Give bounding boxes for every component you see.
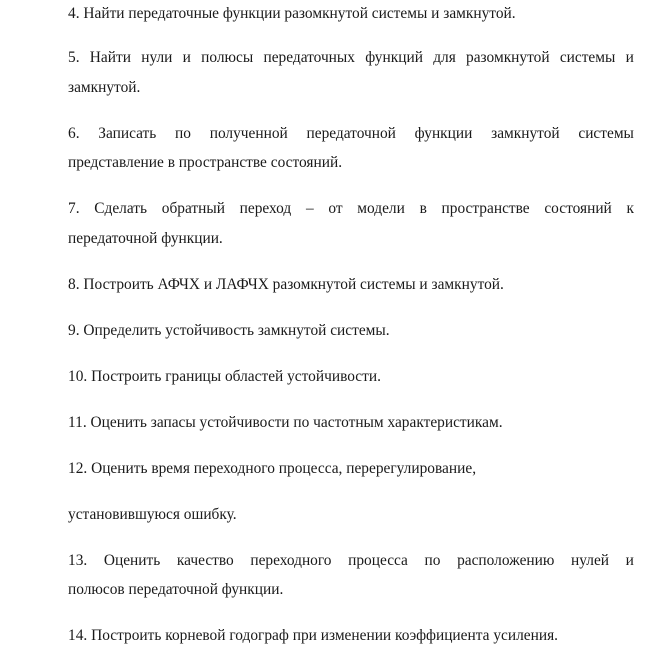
item-11-line-1: 11. Оценить запасы устойчивости по частотным характеристикам. xyxy=(68,414,503,431)
item-7-line-2: передаточной функции. xyxy=(68,230,223,247)
item-13-line-2: полюсов передаточной функции. xyxy=(68,581,284,598)
item-14-line-1: 14. Построить корневой годограф при изменении коэффициента усиления. xyxy=(68,627,559,644)
item-5-line-1: 5. Найти нули и полюсы передаточных функций для разомкнутой системы и xyxy=(68,49,634,66)
document-page xyxy=(68,0,634,651)
item-12-line-1: 12. Оценить время переходного процесса, перерегулирование, xyxy=(68,460,477,477)
item-8-line-1: 8. Построить АФЧХ и ЛАФЧХ разомкнутой системы и замкнутой. xyxy=(68,276,504,293)
item-6-line-1: 6. Записать по полученной передаточной функции замкнутой системы xyxy=(68,125,634,142)
item-10-line-1: 10. Построить границы областей устойчивости. xyxy=(68,368,381,385)
item-6-line-2: представление в пространстве состояний. xyxy=(68,154,343,171)
item-7-line-1: 7. Сделать обратный переход – от модели в пространстве состояний к xyxy=(68,200,634,217)
item-5-line-2: замкнутой. xyxy=(68,79,141,96)
item-9-line-1: 9. Определить устойчивость замкнутой системы. xyxy=(68,322,390,339)
item-13-line-1: 13. Оценить качество переходного процесса по расположению нулей и xyxy=(68,552,634,569)
item-12-line-2: установившуюся ошибку. xyxy=(68,506,237,523)
item-4-line-1: 4. Найти передаточные функции разомкнутой системы и замкнутой. xyxy=(68,5,516,22)
